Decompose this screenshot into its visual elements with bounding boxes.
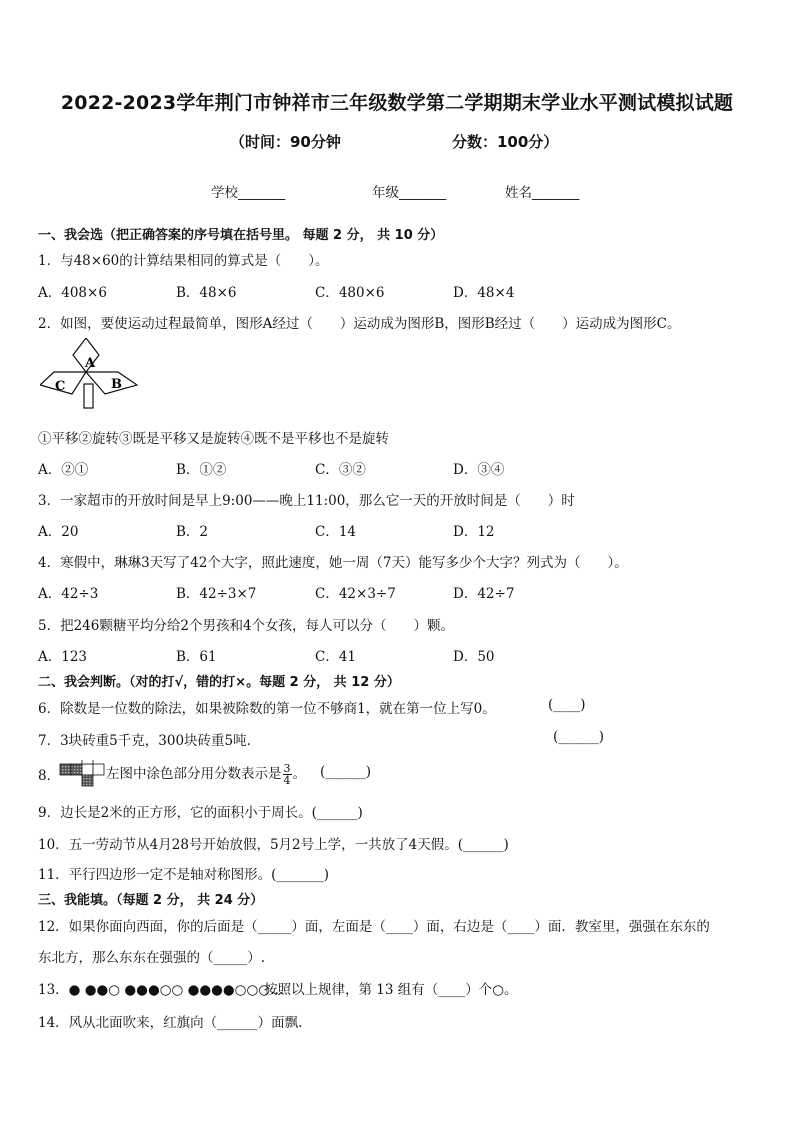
- grid-cell-4: [93, 764, 104, 775]
- section-3-heading: 三、我能填。（每题 2 分， 共 24 分）: [38, 893, 264, 908]
- bar-rect: [84, 384, 93, 408]
- question-13-pattern: 13．● ●●○ ●●●○○ ●●●●○○○…: [38, 982, 284, 998]
- q3-option-a: A．20: [38, 524, 79, 540]
- q4-option-b: B．42÷3×7: [176, 586, 257, 602]
- grid-cell-top: [82, 760, 93, 764]
- grade-field: 年级_______: [372, 185, 447, 201]
- question-8-number: 8．: [38, 768, 61, 784]
- q8-denominator: 4: [283, 774, 291, 787]
- question-3: 3．一家超市的开放时间是早上9:00——晚上11:00，那么它一天的开放时间是（ ）时: [38, 493, 575, 509]
- q4-option-d: D．42÷7: [453, 586, 515, 602]
- question-12-line1: 12．如果你面向西面，你的后面是（_____）面，左面是（____）面，右边是（____）面．教室里，强强在东东的: [38, 919, 710, 935]
- question-14: 14．风从北面吹来，红旗向（______）面飘.: [38, 1015, 303, 1031]
- grid-cell-2: [71, 764, 82, 775]
- q1-option-c: C．480×6: [315, 285, 385, 301]
- school-field: 学校_______: [211, 185, 286, 201]
- name-field: 姓名_______: [505, 185, 580, 201]
- label-c: C: [55, 379, 66, 394]
- q8-text: 左图中涂色部分用分数表示是: [106, 766, 282, 782]
- q5-option-a: A．123: [38, 649, 88, 665]
- q8-fraction: [283, 763, 292, 786]
- q8-shaded-grid: [59, 760, 105, 788]
- q8-grid-figure: [59, 760, 105, 788]
- q5-option-d: D．50: [453, 649, 495, 665]
- q1-option-d: D．48×4: [453, 285, 515, 301]
- q2-choices: ①平移②旋转③既是平移又是旋转④既不是平移也不是旋转: [38, 431, 389, 447]
- q5-option-b: B．61: [176, 649, 217, 665]
- section-2-heading: 二、我会判断。（对的打√，错的打×。每题 2 分， 共 12 分）: [38, 675, 400, 690]
- q2-option-c: C．③②: [315, 462, 366, 478]
- grid-cell-1: [60, 764, 71, 775]
- label-b: B: [111, 377, 122, 392]
- question-7: 7．3块砖重5千克，300块砖重5吨.: [38, 733, 251, 749]
- q5-option-c: C．41: [315, 649, 357, 665]
- q3-option-d: D．12: [453, 524, 495, 540]
- question-5: 5．把246颗糖平均分给2个男孩和4个女孩，每人可以分（ ）颗。: [38, 618, 455, 634]
- q8-numerator: 3: [283, 762, 291, 775]
- question-6: 6．除数是一位数的除法，如果被除数的第一位不够商1，就在第一位上写0。: [38, 701, 496, 717]
- label-a: A: [85, 356, 96, 371]
- question-12-line2: 东北方，那么东东在强强的（_____）.: [38, 950, 266, 966]
- question-8: [106, 762, 306, 786]
- question-11: 11．平行四边形一定不是轴对称图形。(_______): [38, 867, 329, 883]
- question-2: 2．如图，要使运动过程最简单，图形A经过（ ）运动成为图形B，图形B经过（ ）运动成为图形C。: [38, 316, 681, 332]
- question-13: 按照以上规律，第 13 组有（____）个○。: [264, 982, 518, 998]
- q1-option-b: B．48×6: [176, 285, 237, 301]
- grid-cell-3: [82, 764, 93, 775]
- page-title: 2022-2023学年荆门市钟祥市三年级数学第二学期期末学业水平测试模拟试题: [60, 92, 734, 114]
- section-1-heading: 一、我会选（把正确答案的序号填在括号里。 每题 2 分， 共 10 分）: [38, 228, 444, 243]
- q8-suffix: 。: [292, 766, 306, 782]
- q3-option-c: C．14: [315, 524, 357, 540]
- q3-option-b: B．2: [176, 524, 209, 540]
- q7-blank[interactable]: (______): [553, 729, 605, 745]
- q4-option-a: A．42÷3: [38, 586, 99, 602]
- question-4: 4．寒假中，琳琳3天写了42个大字，照此速度，她一周（7天）能写多少个大字？列式为（ ）。: [38, 555, 628, 571]
- q2-figure: [40, 338, 140, 410]
- q2-option-a: A．②①: [38, 462, 89, 478]
- q4-option-c: C．42×3÷7: [315, 586, 396, 602]
- question-9: 9．边长是2米的正方形，它的面积小于周长。(______): [38, 805, 363, 821]
- exam-time: （时间：90分钟: [230, 133, 341, 151]
- exam-score: 分数：100分）: [452, 133, 559, 151]
- q2-option-d: D．③④: [453, 462, 505, 478]
- question-1: 1．与48×60的计算结果相同的算式是（ ）。: [38, 253, 329, 269]
- question-10: 10．五一劳动节从4月28号开始放假，5月2号上学，一共放了4天假。(______): [38, 837, 509, 853]
- q2-shapes-figure: [40, 338, 140, 410]
- grid-cell-bottom: [82, 775, 93, 786]
- q6-blank[interactable]: (____): [548, 697, 586, 713]
- q1-option-a: A．408×6: [38, 285, 107, 301]
- q2-option-b: B．①②: [176, 462, 227, 478]
- q8-blank[interactable]: (______): [320, 764, 372, 780]
